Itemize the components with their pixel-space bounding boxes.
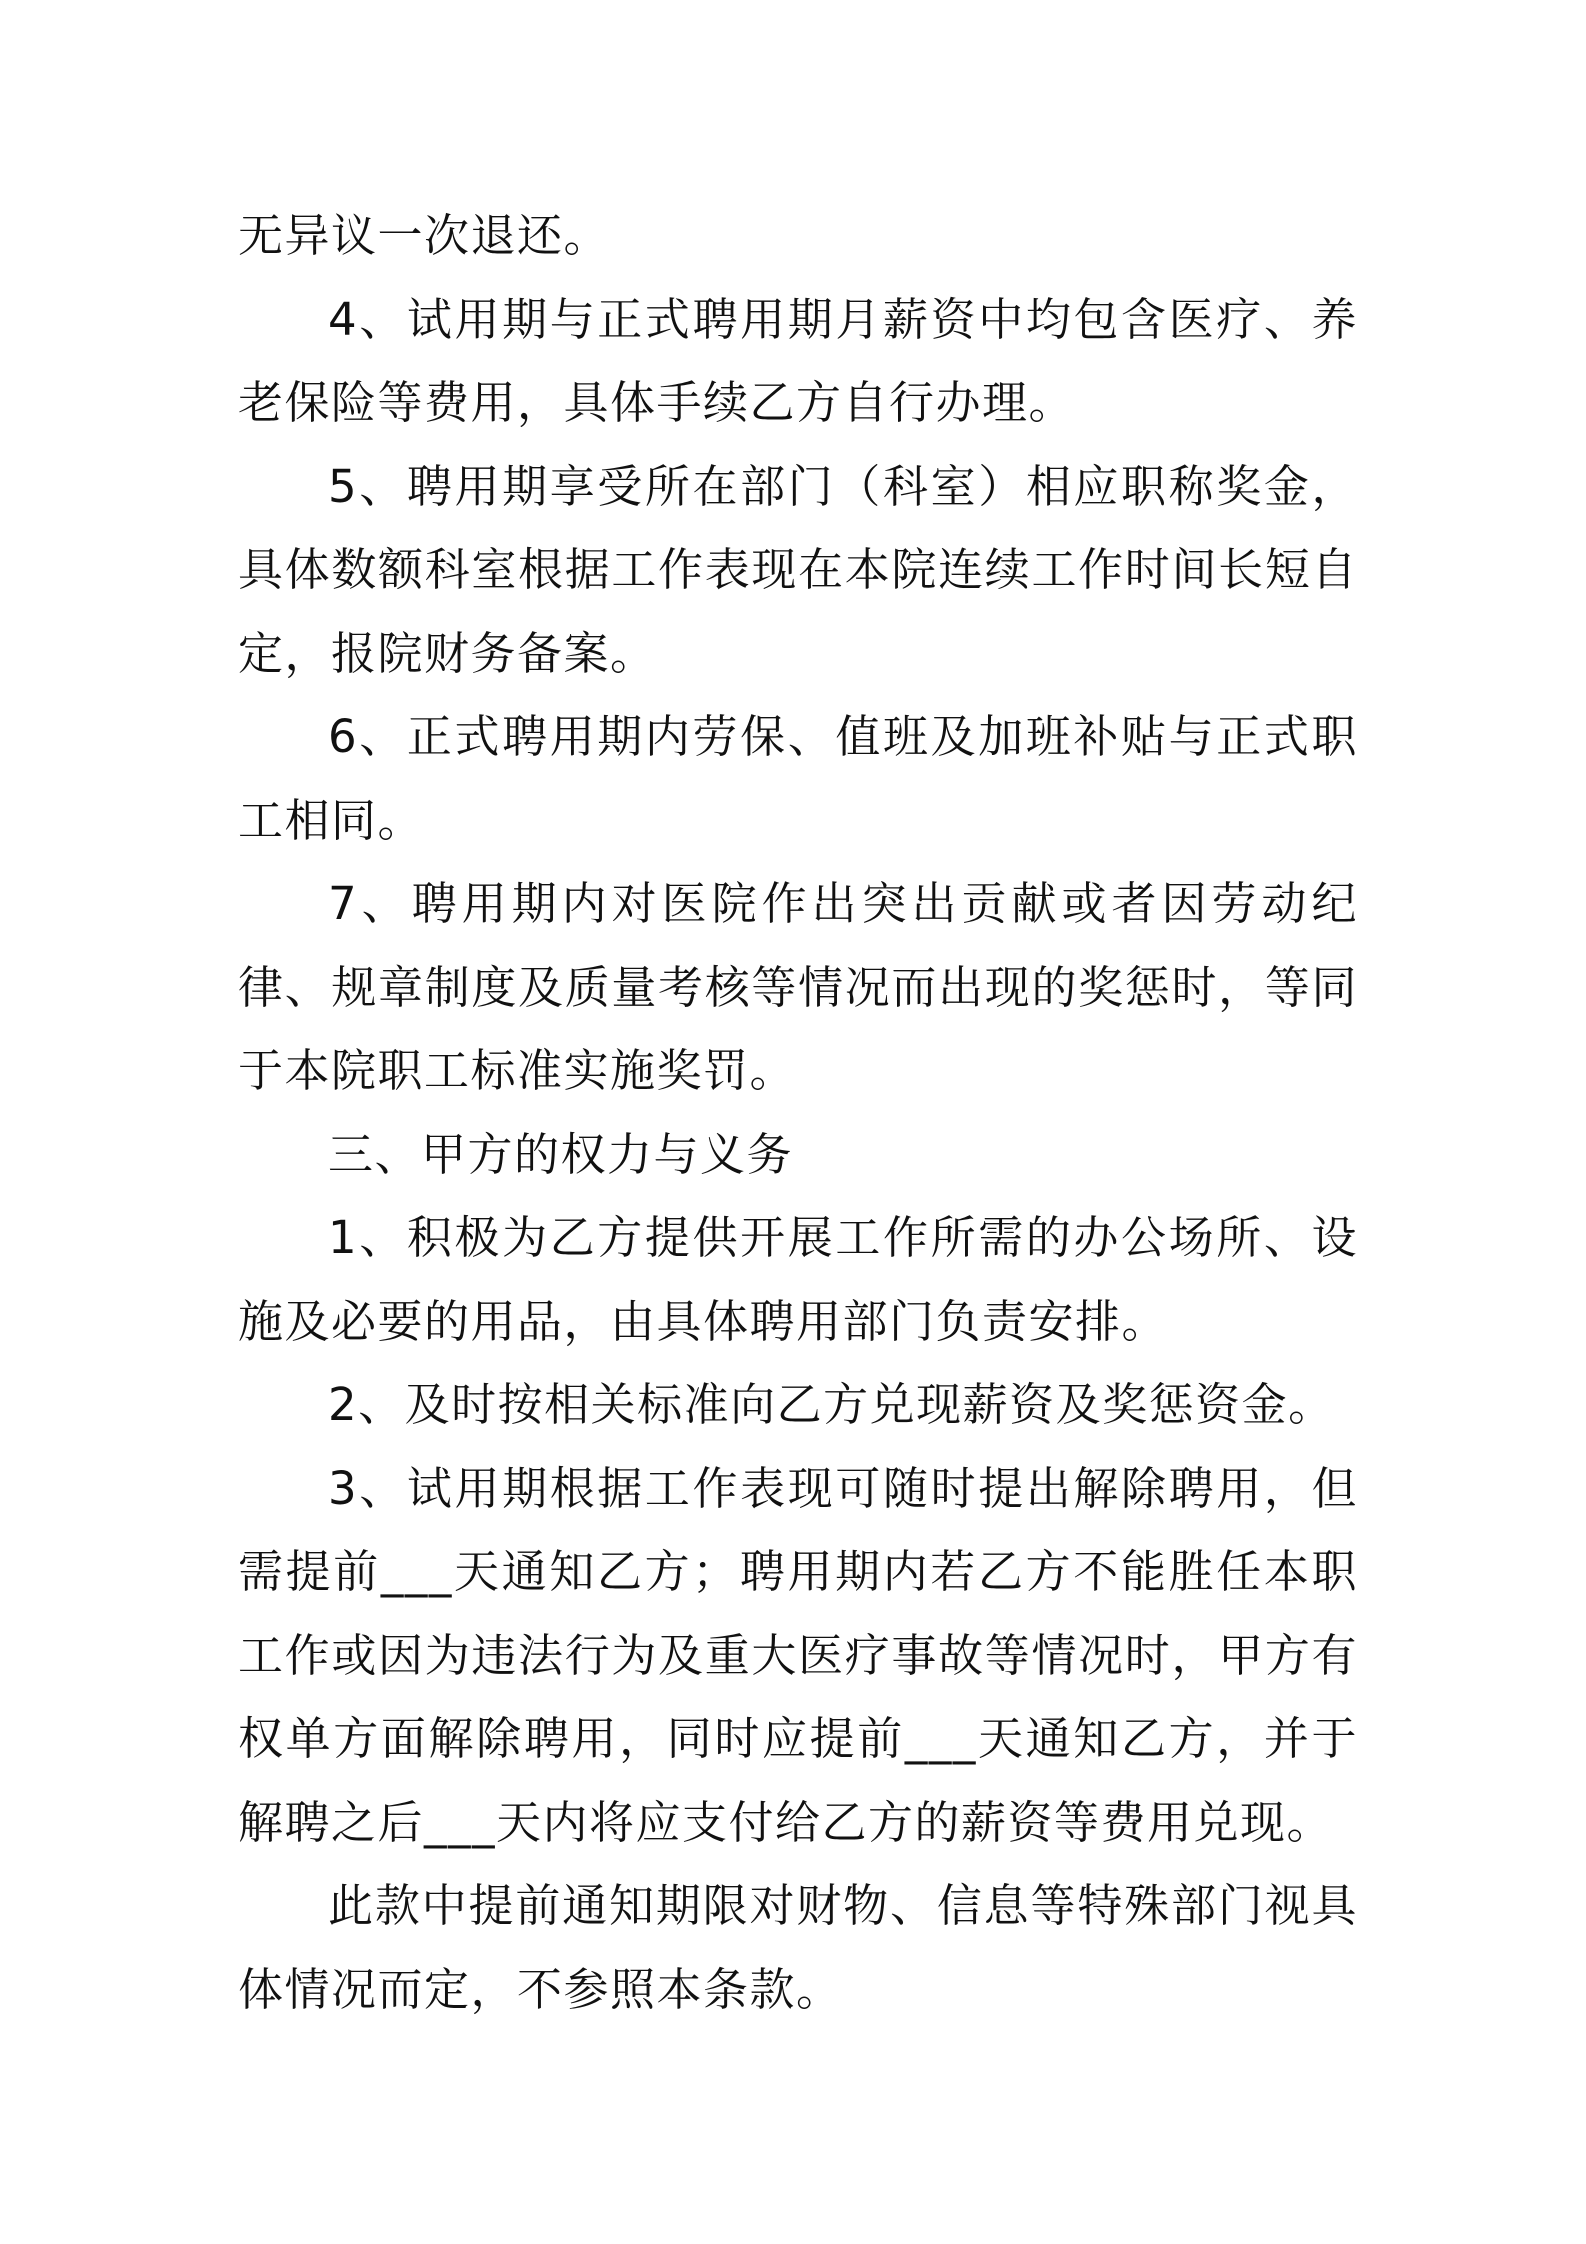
paragraph-item-2: 2、及时按相关标准向乙方兑现薪资及奖惩资金。 — [328, 1378, 1335, 1431]
paragraph-item-1: 1、积极为乙方提供开展工作所需的办公场所、设施及必要的用品，由具体聘用部门负责安排。 — [238, 1211, 1358, 1348]
paragraph-note: 此款中提前通知期限对财物、信息等特殊部门视具体情况而定，不参照本条款。 — [238, 1879, 1358, 2016]
paragraph-item-7: 7、聘用期内对医院作出突出贡献或者因劳动纪律、规章制度及质量考核等情况而出现的奖惩时，等同于本院职工标准实施奖罚。 — [238, 877, 1358, 1097]
paragraph-continuation: 无异议一次退还。 — [238, 209, 611, 262]
paragraph-item-3: 3、试用期根据工作表现可随时提出解除聘用，但需提前___天通知乙方；聘用期内若乙方不能胜任本职工作或因为违法行为及重大医疗事故等情况时，甲方有权单方面解除聘用，同时应提前___天通知乙方，并于解聘之后___天内将应支付给乙方的薪资等费用兑现。 — [238, 1461, 1358, 1849]
paragraph-item-4: 4、试用期与正式聘用期月薪资中均包含医疗、养老保险等费用，具体手续乙方自行办理。 — [238, 292, 1358, 429]
section-heading-3: 三、甲方的权力与义务 — [328, 1127, 794, 1181]
document-body — [238, 194, 1358, 2031]
paragraph-item-6: 6、正式聘用期内劳保、值班及加班补贴与正式职工相同。 — [238, 710, 1358, 847]
paragraph-item-5: 5、聘用期享受所在部门（科室）相应职称奖金，具体数额科室根据工作表现在本院连续工作时间长短自定，报院财务备案。 — [238, 459, 1358, 680]
